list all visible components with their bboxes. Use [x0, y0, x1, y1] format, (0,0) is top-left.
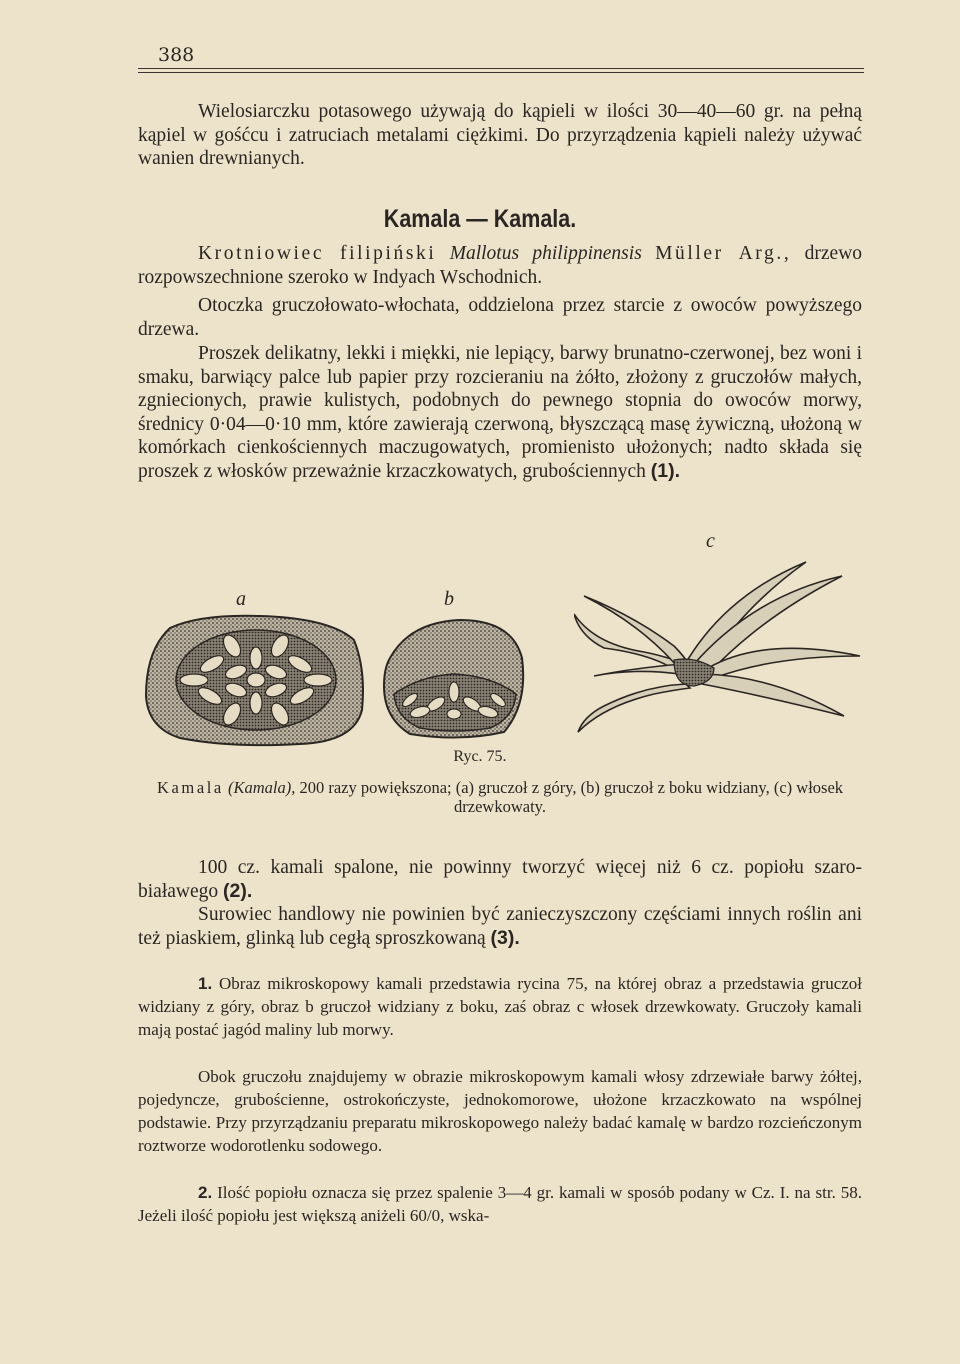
section-title: Kamala — Kamala. [383, 205, 577, 233]
common-name: Krotniowiec filipiński [198, 243, 437, 264]
footnote-1 [138, 972, 862, 1041]
intro-line-3: kąpieli należy używać wanien drewnianych. [138, 124, 863, 169]
footnote-ref-1: (1). [650, 459, 681, 482]
gland-side-view-drawing [380, 614, 528, 744]
footnote-ref-3: (3). [490, 926, 520, 949]
caption-latin: (Kamala), [227, 778, 296, 797]
description-paragraph [138, 242, 862, 289]
page-number: 388 [158, 44, 195, 66]
footnote-2-number: 2. [198, 1183, 213, 1202]
figure-label-a: a [236, 588, 246, 610]
figure-label-b: b [444, 588, 454, 610]
caption-title: Kamala [156, 778, 224, 797]
footnote-1-text: Obraz mikroskopowy kamali przedstawia rycina 75, na której obraz a przedstawia gruczoł widziany z góry, obraz b gruczoł widziany z boku, zaś obraz c włosek drzewkowaty. Gruczoły kamali mają postać jagód maliny lub morwy. [138, 974, 863, 1039]
paragraph-popiol [138, 856, 862, 903]
hair-drawing [574, 556, 864, 736]
intro-line-1: Wielosiarczku potasowego używają do kąpieli w ilości 30—40—60 gr. [198, 101, 784, 122]
paragraph-surowiec-text: Surowiec handlowy nie powinien być zanieczyszczony częściami innych roślin ani też piaskiem, glinką lub cegłą sproszkowaną [138, 904, 862, 949]
footnote-2 [138, 1181, 862, 1227]
caption-text: 200 razy powiększona; (a) gruczoł z góry, (b) gruczoł z boku widziany, (c) włosek drzewkowaty. [299, 778, 844, 816]
header-rule [138, 68, 864, 69]
figure-number: Ryc. 75. [453, 748, 507, 765]
paragraph-proszek [138, 342, 862, 483]
paragraph-popiol-text: 100 cz. kamali spalone, nie powinny tworzyć więcej niż 6 cz. popiołu szaro-białawego [138, 857, 862, 902]
footnote-ref-2: (2). [223, 879, 253, 902]
footnote-2-end: , wska- [440, 1206, 490, 1225]
paragraph-otoczka: Otoczka gruczołowato-włochata, oddzielona przez starcie z owoców powyższego drzewa. [138, 295, 862, 340]
figure-caption [138, 778, 862, 816]
description-rest: drzewo rozpowszechnione szeroko w Indyach Wschodnich. [138, 243, 863, 288]
footnote-2-unit: 0/0 [418, 1206, 441, 1225]
figure-label-c: c [706, 530, 715, 552]
gland-top-view-drawing [140, 610, 368, 750]
intro-line-2: na pełną kąpiel w gośćcu i zatruciach metalami ciężkimi. Do przyrządzenia [138, 101, 863, 146]
paragraph-proszek-text: Proszek delikatny, lekki i miękki, nie lepiący, barwy brunatno-czerwonej, bez woni i smaku, barwiący palce lub papier przy rozcieraniu na żółto, złożony z gruczołów małych, zgniecionych, prawie kulistych, podobnych do pewnego stopnia do owoców morwy, średnicy 0·04—0·10 mm, które zawierają czerwoną, błyszczącą masę żywiczną, ułożoną w komórkach cienkościennych maczugowatych, promienisto ułożonych; nadto składa się proszek z włosków przeważnie krzaczkowatych, grubościennych [138, 343, 862, 482]
author-name: Müller Arg., [655, 243, 792, 264]
footnote-1-number: 1. [198, 974, 213, 993]
paragraph-surowiec [138, 903, 862, 950]
footnote-1-continued: Obok gruczołu znajdujemy w obrazie mikroskopowym kamali włosy zdrzewiałe barwy żółtej, pojedyncze, grubościenne, ostrokończyste, jednokomorowe, ułożone krzaczkowato na wspólnej podstawie. Przy przyrządzaniu preparatu mikroskopowego należy badać kamalę w bardzo rozcieńczonym roztworze wodorotlenku sodowego. [138, 1067, 862, 1155]
footnote-2-text: Ilość popiołu oznacza się przez spalenie 3—4 gr. kamali w sposób podany w Cz. I. na str. 58. Jeżeli ilość popiołu jest większą aniżeli 6 [138, 1183, 862, 1225]
header-rule-thin [138, 72, 864, 73]
latin-name: Mallotus philippinensis [449, 243, 642, 264]
intro-paragraph [138, 100, 862, 171]
